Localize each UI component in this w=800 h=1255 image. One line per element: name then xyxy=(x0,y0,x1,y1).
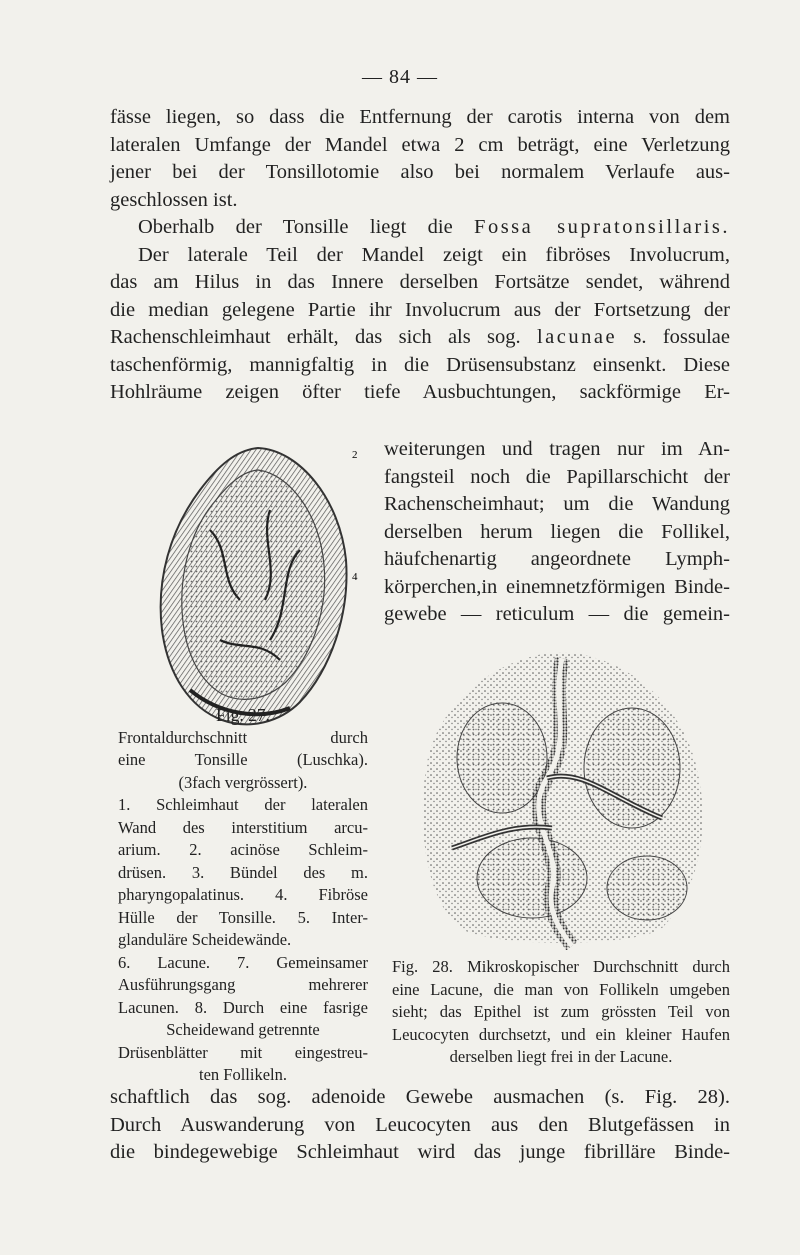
caption-line: Ausführungsgang mehrerer xyxy=(118,975,368,994)
text-line: die bindegewebige Schleimhaut wird das junge fibrilläre Binde- xyxy=(110,1141,730,1163)
label-4: 4 xyxy=(352,571,358,583)
caption-line: sieht; das Epithel ist zum grössten Teil von xyxy=(392,1002,730,1021)
caption-line: Hülle der Tonsille. 5. Inter- xyxy=(118,907,368,927)
text-line: weiterungen und tragen nur im An- xyxy=(384,438,730,460)
text-line: fangsteil noch die Papillarschicht der xyxy=(384,465,730,488)
text-line: schaftlich das sog. adenoide Gewebe ausmachen (s. Fig. 28). xyxy=(110,1086,730,1108)
text-run: s. fossulae xyxy=(617,326,731,348)
text-line: lateralen Umfange der Mandel etwa 2 cm beträgt, eine Verletzung xyxy=(110,133,730,156)
body-paragraph-1 xyxy=(110,104,730,407)
caption-line: eine Lacune, die man von Follikeln umgeben xyxy=(392,979,730,999)
tonsil-illustration xyxy=(150,440,370,740)
term-lacunae: lacunae xyxy=(536,326,618,348)
text-line: geschlossen ist. xyxy=(110,188,238,211)
caption-line: glanduläre Scheidewände. xyxy=(118,930,292,949)
caption-line: derselben liegt frei in der Lacune. xyxy=(449,1047,673,1066)
text-line: körperchen,in einemnetzförmigen Binde- xyxy=(384,575,730,598)
page-number: — 84 — xyxy=(362,66,438,88)
figure-27-tonsil-cross-section xyxy=(150,440,370,740)
caption-line: drüsen. 3. Bündel des m. xyxy=(118,862,368,882)
text-line: Der laterale Teil der Mandel zeigt ein fibröses Involucrum, xyxy=(138,243,730,266)
text-run: Oberhalb der Tonsille liegt die xyxy=(138,216,475,238)
caption-line: Lacunen. 8. Durch eine fasrige xyxy=(118,997,368,1017)
caption-line: (3fach vergrössert). xyxy=(178,772,308,792)
text-line: gewebe — reticulum — die gemein- xyxy=(384,603,730,625)
text-run: Rachenschleimhaut erhält, das sich als sog. xyxy=(110,326,537,348)
wrapped-text-column xyxy=(384,436,730,629)
text-line: Rachenscheimhaut; um die Wandung xyxy=(384,493,730,515)
text-line: taschenförmig, mannigfaltig in die Drüsensubstanz einsenkt. Diese xyxy=(110,353,730,376)
text-line: häufchenartig angeordnete Lymph- xyxy=(384,548,730,570)
caption-line: Drüsenblätter mit eingestreu- xyxy=(118,1042,368,1062)
label-2: 2 xyxy=(352,449,358,461)
text-line: die median gelegene Partie ihr Involucrum aus der Fortsetzung der xyxy=(110,298,730,321)
lacune-illustration xyxy=(412,648,712,950)
text-line xyxy=(110,214,730,242)
body-paragraph-3 xyxy=(110,1084,730,1167)
caption-line: arium. 2. acinöse Schleim- xyxy=(118,840,368,859)
caption-line: Leucocyten durchsetzt, und ein kleiner Haufen xyxy=(392,1024,730,1044)
caption-line: Scheidewand getrennte xyxy=(166,1020,320,1039)
figure-28-caption xyxy=(392,956,730,1069)
figure-28-lacune-micrograph xyxy=(412,648,712,950)
text-line xyxy=(110,324,730,352)
caption-line: ten Follikeln. xyxy=(199,1065,287,1084)
text-line: Durch Auswanderung von Leucocyten aus den Blutgefässen in xyxy=(110,1113,730,1136)
text-line: jener bei der Tonsillotomie also bei normalem Verlaufe aus- xyxy=(110,161,730,183)
text-line: fässe liegen, so dass die Entfernung der carotis interna von dem xyxy=(110,106,730,128)
caption-line: eine Tonsille (Luschka). xyxy=(118,750,368,769)
figure-27-caption xyxy=(118,704,368,1087)
text-line: derselben herum liegen die Follikel, xyxy=(384,520,730,543)
figure-27-title: Fig. 27. xyxy=(216,705,270,725)
caption-line: 1. Schleimhaut der lateralen xyxy=(118,795,368,814)
text-line: das am Hilus in das Innere derselben Fortsätze sendet, während xyxy=(110,271,730,293)
caption-line: 6. Lacune. 7. Gemeinsamer xyxy=(118,952,368,972)
term-fossa-supratonsillaris: Fossa supratonsillaris. xyxy=(474,216,730,238)
caption-line: pharyngopalatinus. 4. Fibröse xyxy=(118,885,368,904)
text-line: Hohlräume zeigen öfter tiefe Ausbuchtungen, sackförmige Er- xyxy=(110,381,730,403)
caption-line: Fig. 28. Mikroskopischer Durchschnitt durch xyxy=(392,957,730,976)
caption-line: Frontaldurchschnitt durch xyxy=(118,727,368,747)
caption-line: Wand des interstitium arcu- xyxy=(118,817,368,837)
